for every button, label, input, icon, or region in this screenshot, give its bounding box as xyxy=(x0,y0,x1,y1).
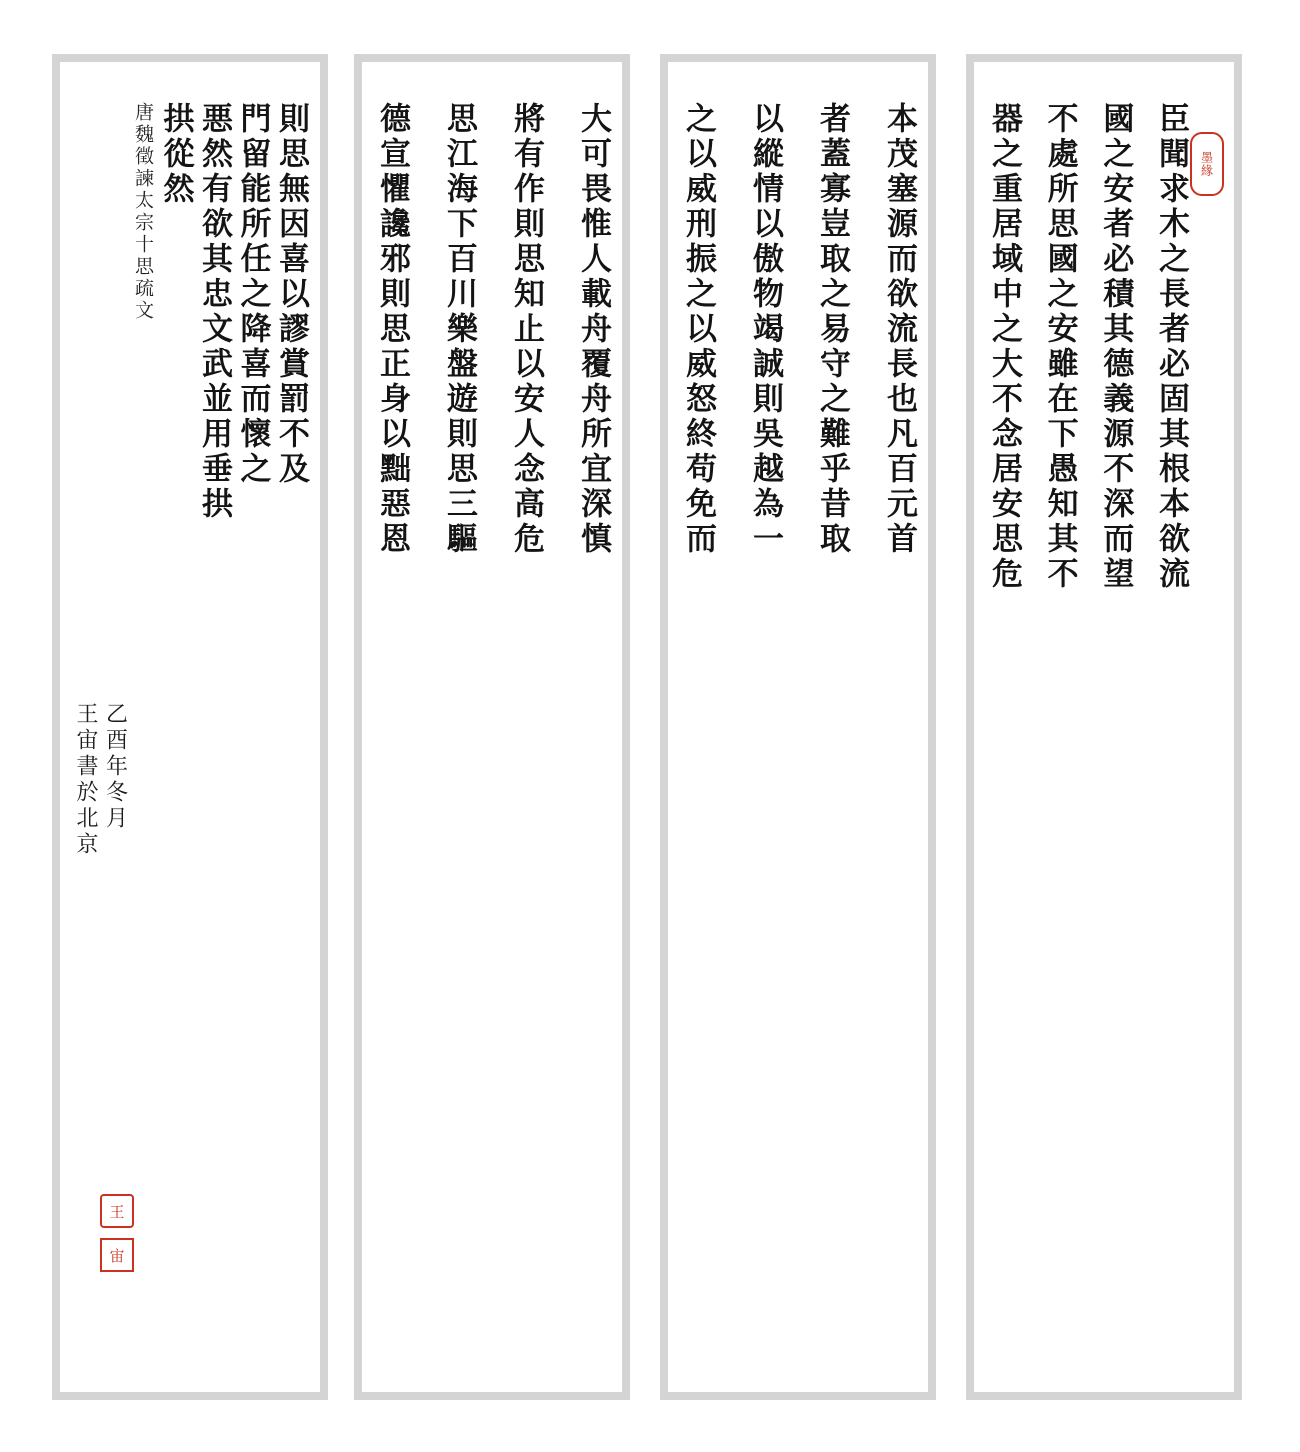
calligraphy-column: 者蓋寡豈取之易守之難乎昔取 xyxy=(814,102,850,557)
text-columns xyxy=(374,102,611,1352)
calligraphy-column: 以縱情以傲物竭誠則吳越為一 xyxy=(747,102,783,557)
signature-name: 王宙書於北京 xyxy=(73,702,98,858)
scroll-panel-3 xyxy=(660,54,936,1400)
scroll-panel-2 xyxy=(354,54,630,1400)
calligraphy-column: 思江海下百川樂盤遊則思三驅 xyxy=(441,102,477,557)
calligraphy-column: 大可畏惟人載舟覆舟所宜深慎 xyxy=(575,102,611,557)
calligraphy-column: 不處所思國之安雖在下愚知其不 xyxy=(1041,102,1078,592)
inscription-column: 唐魏徵諫太宗十思疏文 xyxy=(132,102,154,322)
signature-date: 乙酉年冬月 xyxy=(102,702,128,832)
scroll-panel-4 xyxy=(966,54,1242,1400)
name-seal-icon: 王 xyxy=(100,1194,134,1228)
text-columns xyxy=(680,102,917,1352)
calligraphy-column: 門留能所任之降喜而懷之 xyxy=(234,102,271,487)
calligraphy-column: 拱從然 xyxy=(157,102,194,207)
calligraphy-column: 悪然有欲其忠文武並用垂拱 xyxy=(196,102,232,522)
calligraphy-column: 器之重居域中之大不念居安思危 xyxy=(986,102,1022,592)
calligraphy-column: 之以威刑振之以威怒終苟免而 xyxy=(680,102,716,557)
calligraphy-column: 臣聞求木之長者必固其根本欲流 xyxy=(1152,102,1189,592)
text-columns xyxy=(73,102,309,1352)
leading-seal-icon: 墨緣 xyxy=(1190,132,1224,196)
calligraphy-column: 國之安者必積其德義源不深而望 xyxy=(1097,102,1134,592)
calligraphy-column: 本茂塞源而欲流長也凡百元首 xyxy=(881,102,917,557)
name-seal-icon: 宙 xyxy=(100,1238,134,1272)
seal-group xyxy=(100,1194,134,1272)
text-columns xyxy=(986,102,1189,1352)
scroll-panel-1 xyxy=(52,54,328,1400)
calligraphy-column: 則思無因喜以謬賞罰不及 xyxy=(273,102,309,487)
calligraphy-column: 德宣懼讒邪則思正身以黜惡恩 xyxy=(374,102,410,557)
calligraphy-column: 將有作則思知止以安人念高危 xyxy=(508,102,544,557)
